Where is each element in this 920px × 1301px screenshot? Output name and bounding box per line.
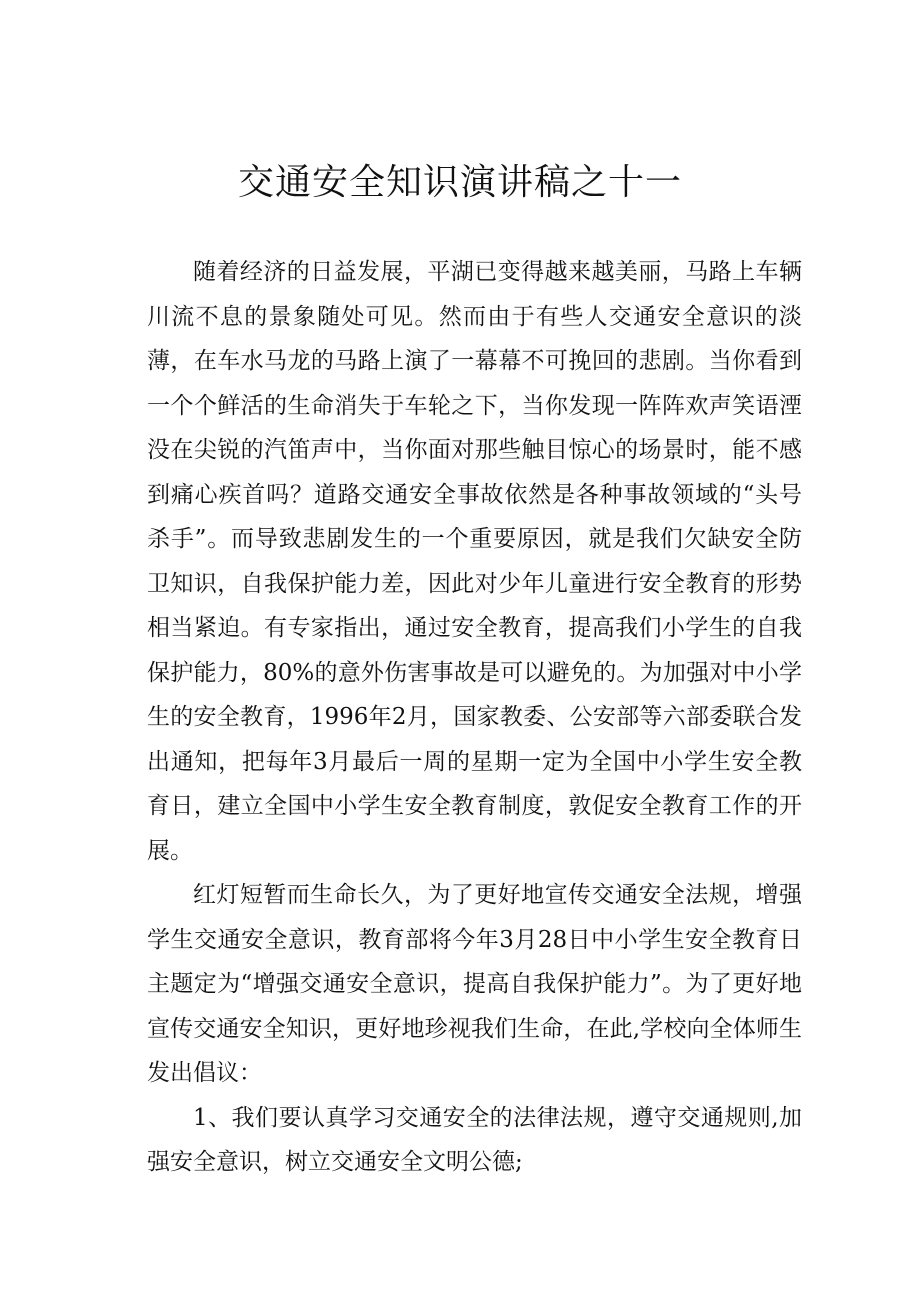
document-body — [147, 250, 802, 1185]
document-title: 交通安全知识演讲稿之十一 — [237, 162, 682, 203]
paragraph-item-1: 1、我们要认真学习交通安全的法律法规，遵守交通规则,加强安全意识，树立交通安全文明公德; — [147, 1104, 802, 1175]
paragraph-intro: 随着经济的日益发展，平湖已变得越来越美丽，马路上车辆川流不息的景象随处可见。然而由于有些人交通安全意识的淡薄，在车水马龙的马路上演了一幕幕不可挽回的悲剧。当你看到一个个鲜活的生命消失于车轮之下，当你发现一阵阵欢声笑语湮没在尖锐的汽笛声中，当你面对那些触目惊心的场景时，能不感到痛心疾首吗？道路交通安全事故依然是各种事故领域的“头号杀手”。而导致悲剧发生的一个重要原因，就是我们欠缺安全防卫知识，自我保护能力差，因此对少年儿童进行安全教育的形势相当紧迫。有专家指出，通过安全教育，提高我们小学生的自我保护能力，80%的意外伤害事故是可以避免的。为加强对中小学生的安全教育，1996年2月，国家教委、公安部等六部委联合发出通知，把每年3月最后一周的星期一定为全国中小学生安全教育日，建立全国中小学生安全教育制度，敦促安全教育工作的开展。 — [147, 259, 802, 864]
paragraph-initiative: 红灯短暂而生命长久，为了更好地宣传交通安全法规，增强学生交通安全意识，教育部将今年3月28日中小学生安全教育日主题定为“增强交通安全意识，提高自我保护能力”。为了更好地宣传交通安全知识，更好地珍视我们生命，在此,学校向全体师生发出倡议： — [147, 882, 802, 1086]
